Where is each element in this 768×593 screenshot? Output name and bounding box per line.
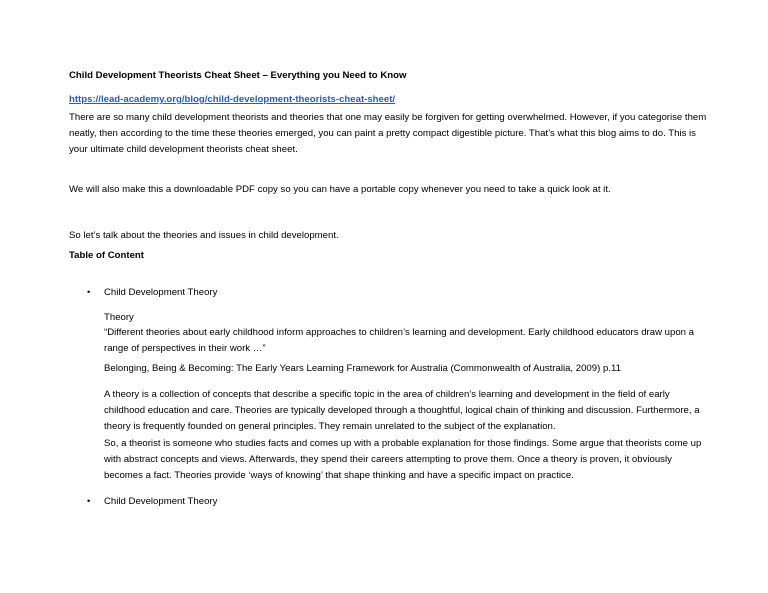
pdf-note-paragraph: We will also make this a downloadable PDF copy so you can have a portable copy whenever you need to take a quick look at it. (69, 184, 611, 195)
document-title: Child Development Theorists Cheat Sheet – Everything you Need to Know (69, 70, 407, 81)
lead-in-paragraph: So let’s talk about the theories and issues in child development. (69, 230, 339, 241)
section-heading: Child Development Theory (104, 496, 218, 507)
theorist-definition-paragraph: So, a theorist is someone who studies facts and comes up with a probable explanation for those findings. Some argue that theorists come up with abstract concepts and views. Afterwards, they spend their careers attempting to prove them. Once a theory is proven, it obviously becomes a fact. Theories provide ‘ways of knowing’ that shape thinking and have a specific impact on practice. (104, 438, 702, 481)
intro-paragraph: There are so many child development theorists and theories that one may easily be forgiven for getting overwhelmed. However, if you categorise them neatly, then according to the time these theories emerged, you can paint a pretty compact digestible picture. That’s what this blog aims to do. This is your ultimate child development theorists cheat sheet. (69, 112, 707, 155)
theory-label: Theory (104, 312, 134, 323)
bullet-icon: • (87, 287, 91, 298)
quote-citation: Belonging, Being & Becoming: The Early Years Learning Framework for Australia (Commonwealth of Australia, 2009) p.11 (104, 363, 621, 374)
table-of-content-heading: Table of Content (69, 250, 144, 261)
bullet-icon: • (87, 496, 91, 507)
source-link[interactable]: https://lead-academy.org/blog/child-development-theorists-cheat-sheet/ (69, 94, 396, 105)
theory-definition-paragraph: A theory is a collection of concepts that describe a specific topic in the area of children’s learning and development in the field of early childhood education and care. Theories are typically developed through a thoughtful, logical chain of thinking and discussion. Furthermore, a theory is frequently founded on general principles. They remain unrelated to the subject of the explanation. (104, 389, 700, 432)
theory-quote: “Different theories about early childhood inform approaches to children’s learning and development. Early childhood educators draw upon a range of perspectives in their work …” (104, 327, 695, 354)
section-heading: Child Development Theory (104, 287, 218, 298)
